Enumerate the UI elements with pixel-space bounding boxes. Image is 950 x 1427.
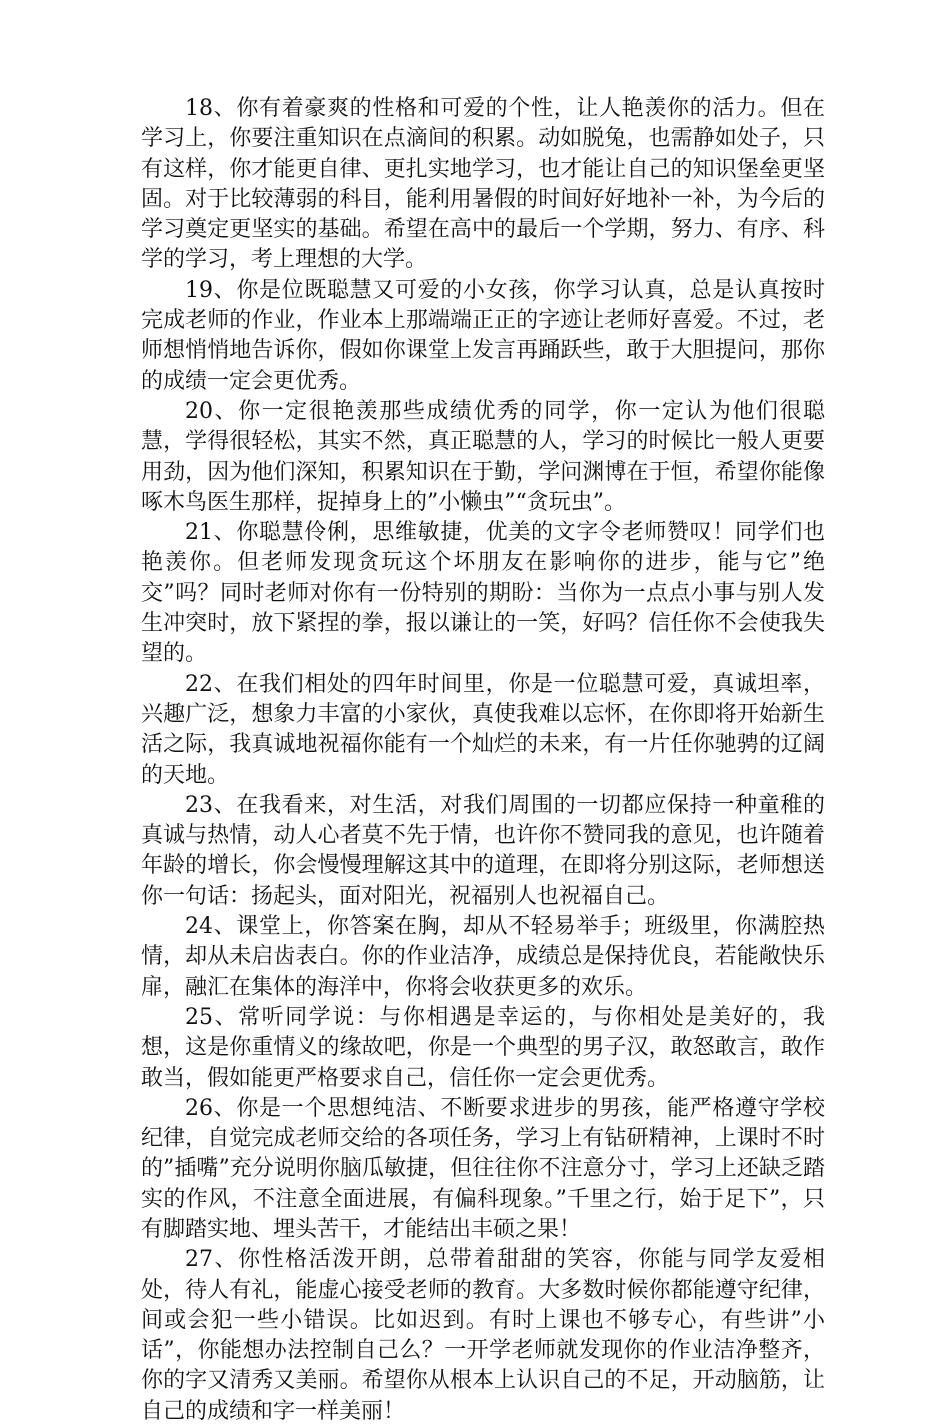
paragraph-21: 21、你聪慧伶俐，思维敏捷，优美的文字令老师赞叹！同学们也艳羡你。但老师发现贪玩这个坏朋友在影响你的进步，能与它”绝交”吗？同时老师对你有一份特别的期盼：当你为一点点小事与别人发生冲突时，放下紧捏的拳，报以谦让的一笑，好吗？信任你不会使我失望的。	[141, 520, 825, 667]
paragraph-19: 19、你是位既聪慧又可爱的小女孩，你学习认真，总是认真按时完成老师的作业，作业本上那端端正正的字迹让老师好喜爱。不过，老师想悄悄地告诉你，假如你课堂上发言再踊跃些，敢于大胆提问，那你的成绩一定会更优秀。	[141, 277, 825, 394]
paragraph-23: 23、在我看来，对生活，对我们周围的一切都应保持一种童稚的真诚与热情，动人心者莫不先于情，也许你不赞同我的意见，也许随着年龄的增长，你会慢慢理解这其中的道理，在即将分别这际，老师想送你一句话：扬起头，面对阳光，祝福别人也祝福自己。	[141, 792, 825, 909]
paragraph-27: 27、你性格活泼开朗，总带着甜甜的笑容，你能与同学友爱相处，待人有礼，能虚心接受老师的教育。大多数时候你都能遵守纪律，间或会犯一些小错误。比如迟到。有时上课也不够专心，有些讲”小话”，你能想办法控制自己么？一开学老师就发现你的作业洁净整齐，你的字又清秀又美丽。希望你从根本上认识自己的不足，开动脑筋，让自己的成绩和字一样美丽！	[141, 1247, 825, 1424]
paragraph-24: 24、课堂上，你答案在胸，却从不轻易举手；班级里，你满腔热情，却从未启齿表白。你的作业洁净，成绩总是保持优良，若能敞快乐扉，融汇在集体的海洋中，你将会收获更多的欢乐。	[141, 914, 825, 1000]
paragraph-20: 20、你一定很艳羡那些成绩优秀的同学，你一定认为他们很聪慧，学得很轻松，其实不然，真正聪慧的人，学习的时候比一般人更要用劲，因为他们深知，积累知识在于勤，学问渊博在于恒，希望你能像啄木鸟医生那样，捉掉身上的”小懒虫”“贪玩虫”。	[141, 398, 825, 515]
document-body	[141, 94, 825, 1427]
paragraph-18: 18、你有着豪爽的性格和可爱的个性，让人艳羡你的活力。但在学习上，你要注重知识在点滴间的积累。动如脱兔，也需静如处子，只有这样，你才能更自律、更扎实地学习，也才能让自己的知识堡垒更坚固。对于比较薄弱的科目，能利用暑假的时间好好地补一补，为今后的学习奠定更坚实的基础。希望在高中的最后一个学期，努力、有序、科学的学习，考上理想的大学。	[141, 96, 825, 273]
paragraph-25: 25、常听同学说：与你相遇是幸运的，与你相处是美好的，我想，这是你重情义的缘故吧，你是一个典型的男子汉，敢怒敢言，敢作敢当，假如能更严格要求自己，信任你一定会更优秀。	[141, 1004, 825, 1091]
paragraph-22: 22、在我们相处的四年时间里，你是一位聪慧可爱，真诚坦率，兴趣广泛，想象力丰富的小家伙，真使我难以忘怀，在你即将开始新生活之际，我真诚地祝福你能有一个灿烂的未来，有一片任你驰骋的辽阔的天地。	[141, 671, 825, 788]
paragraph-26: 26、你是一个思想纯洁、不断要求进步的男孩，能严格遵守学校纪律，自觉完成老师交给的各项任务，学习上有钻研精神，上课时不时的”插嘴”充分说明你脑瓜敏捷，但往往你不注意分寸，学习上还缺乏踏实的作风，不注意全面进展，有偏科现象。”千里之行，始于足下”，只有脚踏实地、埋头苦干，才能结出丰硕之果！	[141, 1095, 825, 1242]
